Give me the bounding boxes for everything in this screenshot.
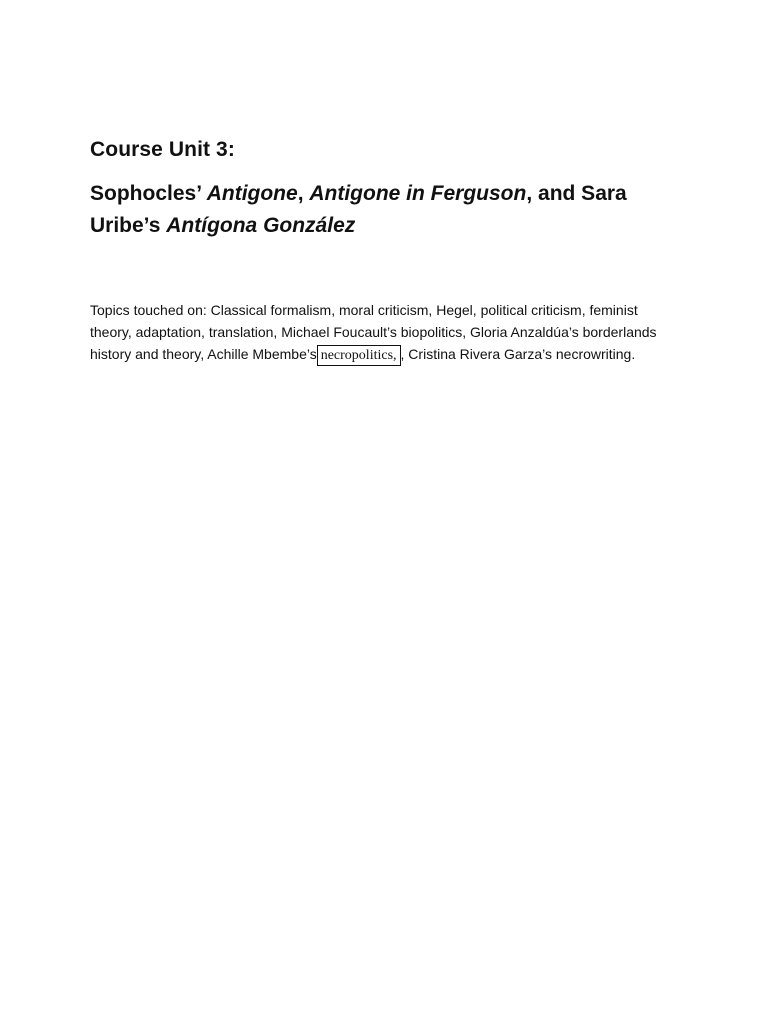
course-title-italic-antigone: Antigone bbox=[206, 182, 298, 205]
topics-text-end: , Cristina Rivera Garza’s necrowriting. bbox=[400, 346, 636, 362]
course-title bbox=[90, 178, 650, 242]
course-title-text: , and Sara Uribe’s bbox=[90, 182, 627, 237]
document-content bbox=[90, 134, 690, 366]
course-title-italic-ferguson: Antigone in Ferguson bbox=[309, 182, 527, 205]
topics-text: Topics touched on: Classical formalism, moral criticism, Hegel, political criticism, feminist theory, adaptation, translation, Michael Foucault’s biopolitics, Gloria Anzaldúa’s borderlands history and theory, Achille Mbembe’s bbox=[90, 302, 657, 362]
course-title-text: , bbox=[297, 182, 310, 205]
course-title-text: Sophocles’ bbox=[90, 182, 207, 205]
topics-paragraph bbox=[90, 299, 680, 366]
highlighted-term[interactable]: necropolitics, bbox=[317, 345, 401, 366]
unit-title: Course Unit 3: bbox=[90, 138, 235, 161]
course-title-italic-gonzalez: Antígona González bbox=[166, 214, 356, 237]
